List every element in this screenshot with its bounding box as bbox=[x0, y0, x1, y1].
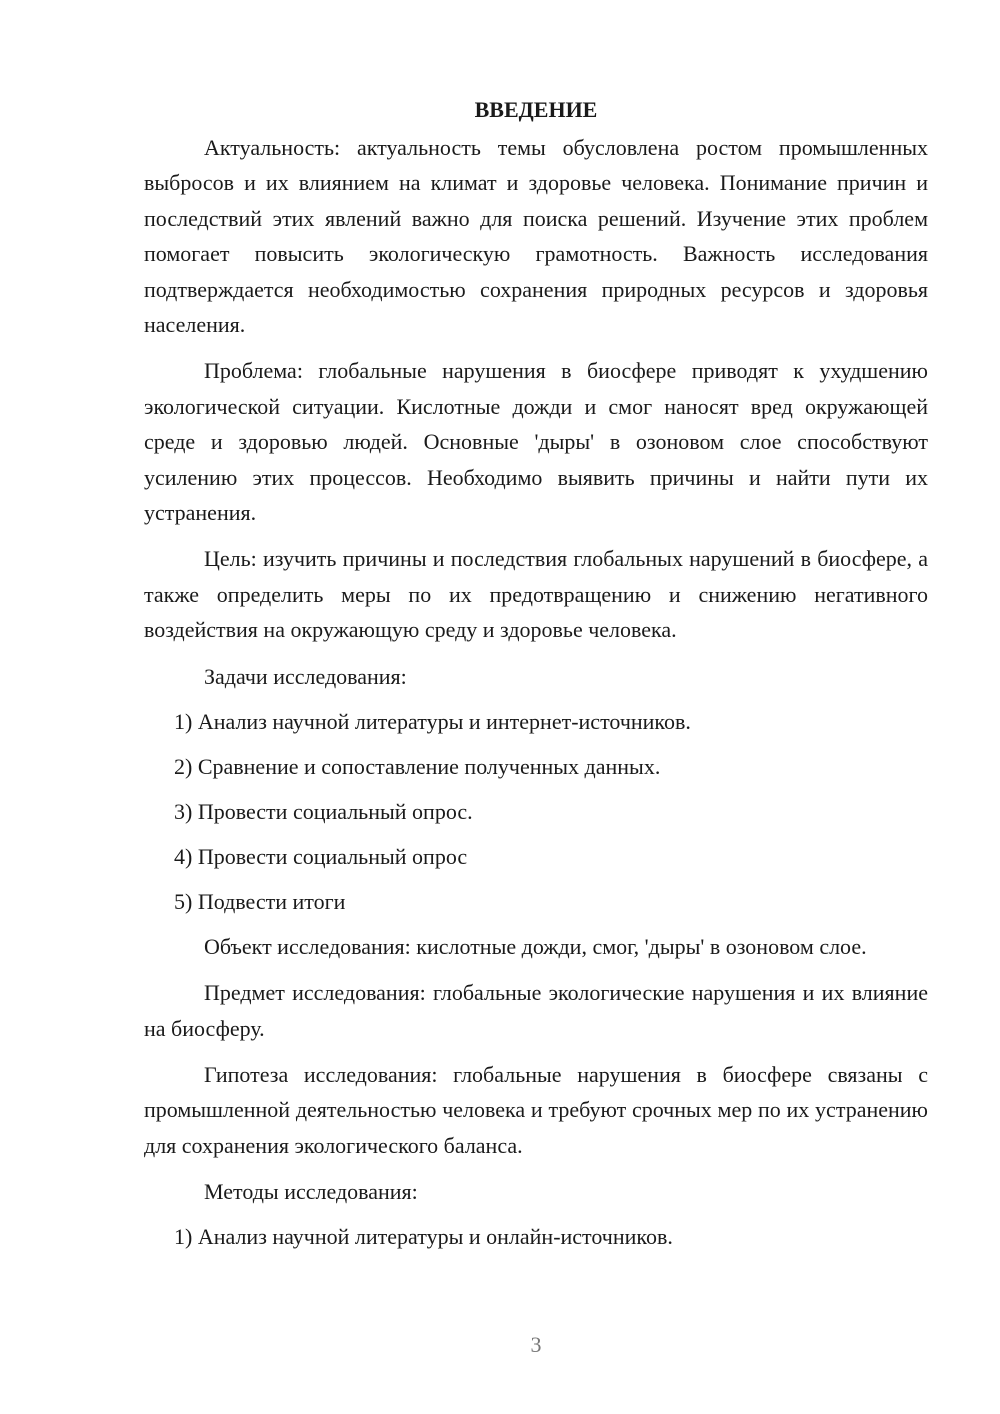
task-item: 3) Провести социальный опрос. bbox=[174, 798, 473, 824]
relevance-paragraph: Актуальность: актуальность темы обусловлена ростом промышленных выбросов и их влиянием на климат и здоровье человека. Понимание причин и последствий этих явлений важно для поиска решений. Изучение этих проблем помогает повысить экологическую грамотность. Важность исследования подтверждается необходимостью сохранения природных ресурсов и здоровья населения. bbox=[144, 135, 928, 338]
hypothesis-paragraph: Гипотеза исследования: глобальные нарушения в биосфере связаны с промышленной деятельностью человека и требуют срочных мер по их устранению для сохранения экологического баланса. bbox=[144, 1061, 928, 1158]
object-paragraph: Объект исследования: кислотные дожди, смог, 'дыры' в озоновом слое. bbox=[204, 933, 867, 959]
methods-heading: Методы исследования: bbox=[204, 1179, 418, 1205]
problem-paragraph: Проблема: глобальные нарушения в биосфере приводят к ухудшению экологической ситуации. Кислотные дожди и смог наносят вред окружающей среде и здоровью людей. Основные 'дыры' в озоновом слое способствуют усилению этих процессов. Необходимо выявить причины и найти пути их устранения. bbox=[144, 358, 928, 526]
goal-paragraph: Цель: изучить причины и последствия глобальных нарушений в биосфере, а также определить меры по их предотвращению и снижению негативного воздействия на окружающую среду и здоровье человека. bbox=[144, 546, 928, 643]
tasks-heading: Задачи исследования: bbox=[204, 663, 407, 689]
subject-paragraph: Предмет исследования: глобальные экологические нарушения и их влияние на биосферу. bbox=[144, 980, 928, 1041]
task-item: 1) Анализ научной литературы и интернет-источников. bbox=[174, 708, 691, 734]
page-title: ВВЕДЕНИЕ bbox=[474, 97, 598, 122]
task-item: 2) Сравнение и сопоставление полученных данных. bbox=[174, 753, 661, 779]
task-item: 4) Провести социальный опрос bbox=[174, 843, 468, 869]
method-item: 1) Анализ научной литературы и онлайн-источников. bbox=[174, 1224, 673, 1250]
document-page bbox=[144, 92, 928, 1264]
task-item: 5) Подвести итоги bbox=[174, 888, 346, 914]
page-number: 3 bbox=[530, 1332, 542, 1357]
